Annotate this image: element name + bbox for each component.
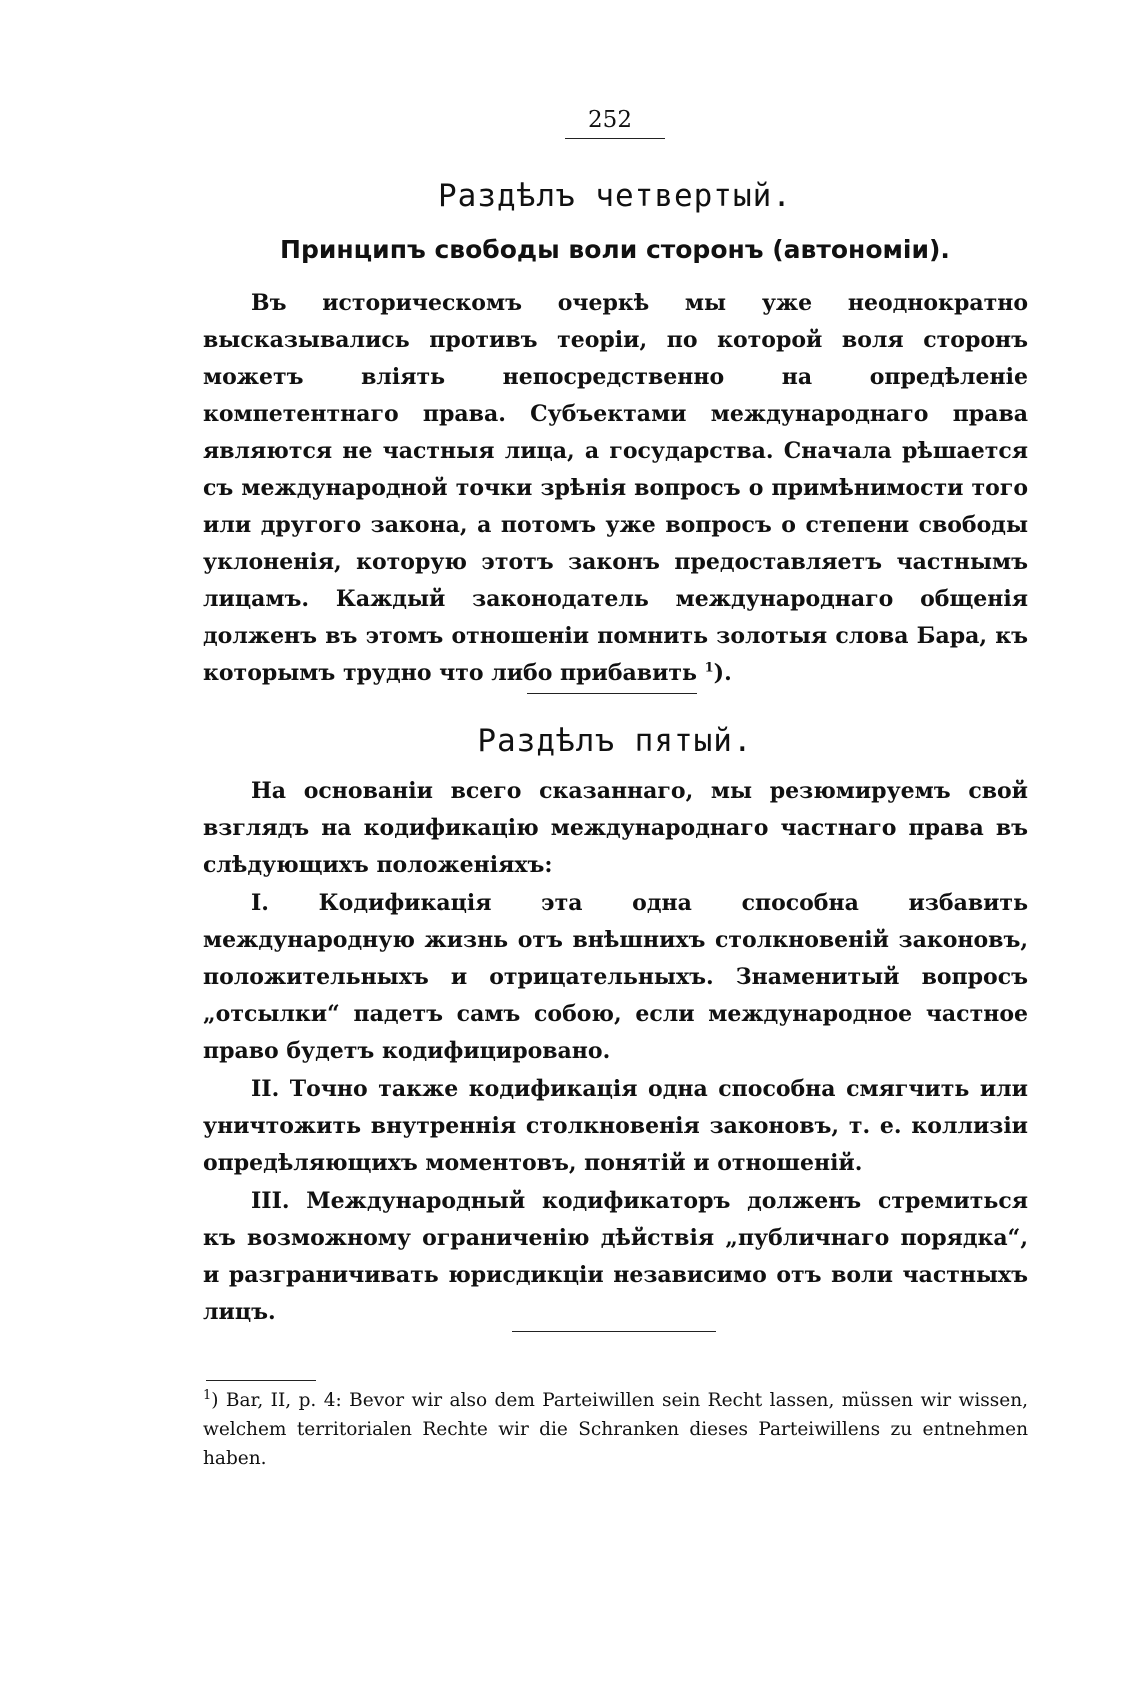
page-number-rule	[565, 138, 665, 139]
end-divider-rule	[512, 1331, 716, 1332]
footnote-reference[interactable]: 1	[704, 660, 714, 676]
section-5-intro: На основаніи всего сказаннаго, мы резюмируемъ свой взглядъ на кодификацію международнаго частнаго права въ слѣдующихъ положеніяхъ:	[203, 778, 1028, 878]
section-4-title: Раздѣлъ четвертый.	[438, 178, 792, 214]
page-number: 252	[588, 107, 632, 133]
section-4-paragraph-text: Въ историческомъ очеркѣ мы уже неоднократно высказывались противъ теоріи, по которой воля сторонъ можетъ вліять непосредственно на опредѣленіе компетентнаго права. Субъектами международнаго права являются не частныя лица, а государства. Сначала рѣшается съ международной точки зрѣнія вопросъ о примѣнимости того или другого закона, а потомъ уже вопросъ о степени свободы уклоненія, которую этотъ законъ предоставляетъ частнымъ лицамъ. Каждый законодатель международнаго общенія долженъ въ этомъ отношеніи помнить золотыя слова Бара, къ которымъ трудно что либо прибавить	[203, 290, 1028, 686]
section-5-title: Раздѣлъ пятый.	[477, 723, 753, 759]
section-5-item-1: I. Кодификація эта одна способна избавить международную жизнь отъ внѣшнихъ столкновеній законовъ, положительныхъ и отрицательныхъ. Знаменитый вопросъ „отсылки“ падетъ самъ собою, если международное частное право будетъ кодифицировано.	[203, 890, 1028, 1064]
section-divider-rule	[527, 693, 697, 694]
footnote-rule	[206, 1380, 316, 1381]
footnote-marker: 1	[203, 1387, 212, 1403]
footnote	[203, 1386, 1028, 1473]
footnote-marker-close: )	[211, 1390, 219, 1411]
section-4-paragraph-end: ).	[713, 660, 732, 686]
section-4-heading: Принципъ свободы воли сторонъ (автономіи).	[280, 235, 950, 264]
section-5-item-3: III. Международный кодификаторъ долженъ стремиться къ возможному ограниченію дѣйствія „публичнаго порядка“, и разграничивать юрисдикціи независимо отъ воли частныхъ лицъ.	[203, 1188, 1028, 1325]
section-5-item-2: II. Точно также кодификація одна способна смягчить или уничтожить внутреннія столкновенія законовъ, т. е. коллизіи опредѣляющихъ моментовъ, понятій и отношеній.	[203, 1076, 1028, 1176]
footnote-text: Bar, II, p. 4: Bevor wir also dem Parteiwillen sein Recht lassen, müssen wir wissen, welchem territorialen Rechte wir die Schranken dieses Parteiwillens zu entnehmen haben.	[203, 1390, 1028, 1469]
section-4-paragraph	[203, 285, 1028, 692]
